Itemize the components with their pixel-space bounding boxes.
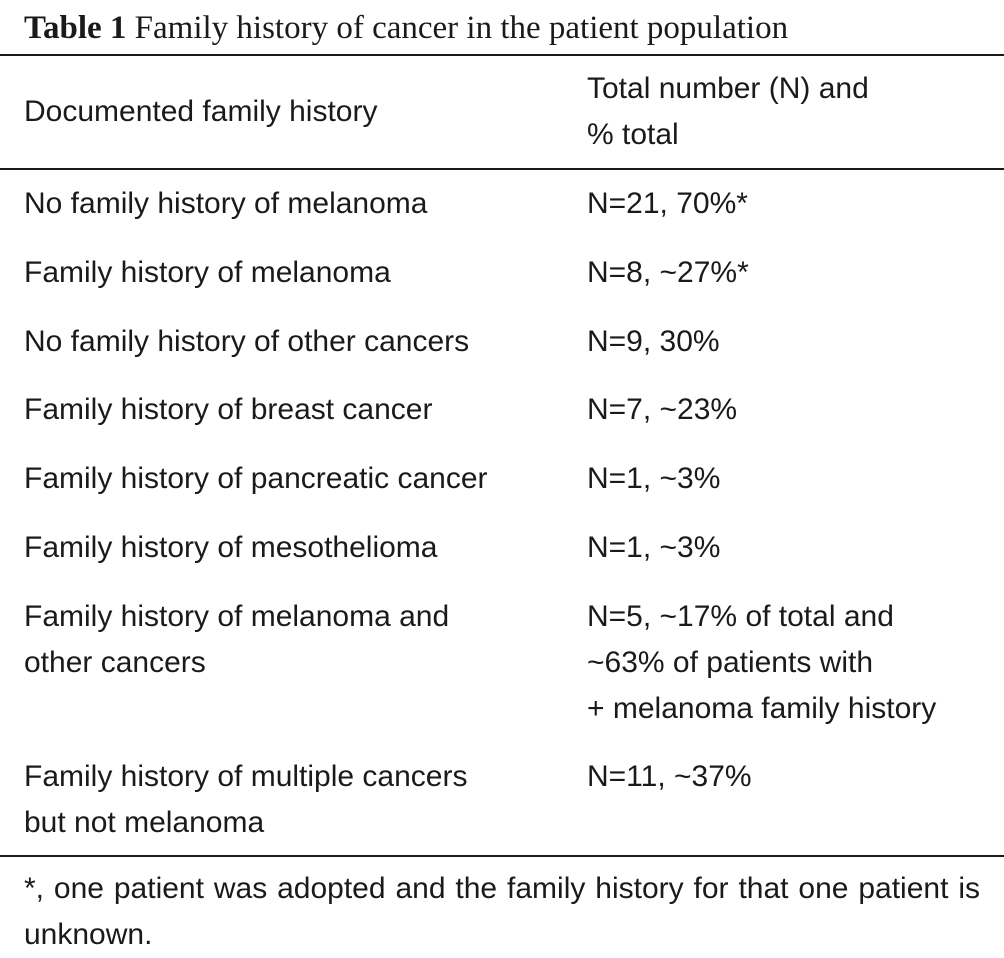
row-history-cell: Family history of pancreatic cancer [24,462,488,495]
row-count-cell: N=8, ~27%* [587,256,749,289]
table-caption [24,8,788,48]
row-count-cell: N=1, ~3% [587,462,721,495]
row-count-cell: N=5, ~17% of total and ~63% of patients with + melanoma family history [587,600,937,725]
row-history-cell: Family history of multiple cancers but not melanoma [24,760,468,839]
row-count-cell: N=7, ~23% [587,393,738,426]
header-rule [0,168,1004,170]
row-history-cell: Family history of melanoma [24,256,391,289]
row-history-cell: No family history of other cancers [24,325,470,358]
row-count-cell: N=11, ~37% [587,760,752,793]
row-history-cell: Family history of breast cancer [24,393,433,426]
row-history-cell: Family history of mesothelioma [24,531,438,564]
row-history-cell: Family history of melanoma and other cancers [24,600,450,679]
row-history-cell: No family history of melanoma [24,187,428,220]
top-rule [0,54,1004,56]
row-count-cell: N=9, 30% [587,325,720,358]
table-footnote: *, one patient was adopted and the family history for that one patient is unknown. [24,872,980,951]
column-header-history: Documented family history [24,95,378,128]
table-caption-label: Table 1 [24,10,127,46]
table-caption-text: Family history of cancer in the patient population [126,10,789,46]
row-count-cell: N=21, 70%* [587,187,748,220]
column-header-total: Total number (N) and % total [587,72,869,151]
bottom-rule [0,855,1004,857]
row-count-cell: N=1, ~3% [587,531,721,564]
